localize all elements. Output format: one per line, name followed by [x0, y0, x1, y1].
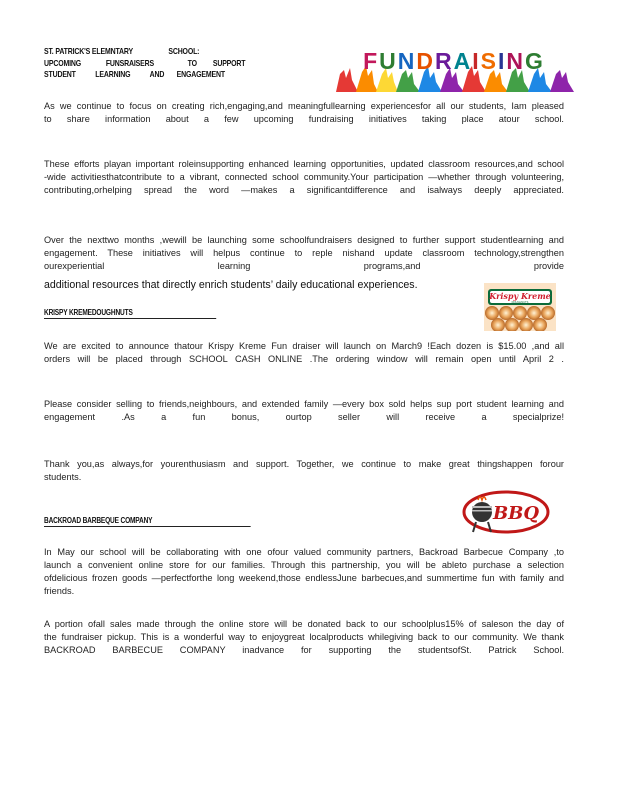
intro-paragraph-2: These efforts playan important roleinsupporting enhanced learning opportunities, updated classroom resources,and school -wide activitiesthatcontribute to a vibrant, connected school community.Your participation —whether through volunteering, contributing,orhelping spread the word —makes a significantdifference and isalways deeply appreciated.: [44, 159, 564, 195]
fundraising-letter: G: [525, 48, 545, 74]
fundraising-letter: F: [363, 48, 380, 74]
intro-paragraph-3-last: additional resources that directly enrich students’ daily educational experiences.: [44, 279, 418, 291]
fundraising-logo: [332, 44, 576, 92]
fundraising-letter: I: [498, 48, 507, 74]
section-title-bbq: BACKROAD BARBEQUE COMPANY: [44, 516, 251, 527]
document-header: [44, 46, 304, 81]
header-line-student: STUDENT LEARNING AND ENGAGEMENT: [44, 69, 225, 79]
intro-paragraph-1: As we continue to focus on creating rich,engaging,and meaningfullearning experiencesfor all our students, Iam pleased to share information about a few upcoming fundraising initiatives taking place atour school.: [44, 101, 564, 124]
krispy-paragraph-2: Please consider selling to friends,neighbours, and extended family —every box sold helps sup port student learning and engagement .As a fun bonus, ourtop seller will receive a specialprize!: [44, 399, 564, 422]
fundraising-letter: D: [416, 48, 436, 74]
fundraising-letter: U: [379, 48, 398, 74]
fundraising-letter: R: [435, 48, 454, 74]
fundraising-wordmark: [363, 48, 545, 74]
intro-paragraph-3: Over the nexttwo months ,wewill be launching some schoolfundraisers designed to further support studentlearning and engagement. These initiatives will helpus continue to reple nishand update classroom technology,strengthen ourexperiential learning programs,and provide: [44, 235, 564, 271]
fundraising-letter: N: [506, 48, 526, 74]
krispy-paragraph-3: Thank you,as always,for yourenthusiasm and support. Together, we continue to make great thingshappen forour students.: [44, 459, 564, 482]
fundraising-letter: A: [453, 48, 473, 74]
bbq-paragraph-2: A portion ofall sales made through the online store will be donated back to our schoolplus15% of saleson the day of the fundraiser pickup. This is a wonderful way to enjoygreat localproducts whilegiving back to our community. We thank BACKROAD BARBECUE COMPANY inadvance for supporting the studentsofSt. Patrick School.: [44, 619, 564, 655]
bbq-paragraph-1: In May our school will be collaborating with one ofour valued community partners, Backroad Barbecue Company ,to launch a convenient online store for our families. Through this partnership, you will be ableto purchase a selection ofdelicious frozen goods —perfectforthe long weekend,those endlessJune barbecues,and summertime fun with family and friends.: [44, 547, 564, 596]
header-line-school: ST. PATRICK'S ELEMNTARY SCHOOL:: [44, 46, 200, 56]
bbq-logo: [460, 488, 550, 536]
header-line-upcoming: UPCOMING FUNSRAISERS TO SUPPORT: [44, 57, 246, 68]
bbq-wordmark: BBQ: [492, 503, 540, 524]
krispy-kreme-wordmark: Krispy Kreme: [489, 291, 551, 301]
fundraising-letter: N: [397, 48, 417, 74]
fundraising-letter: S: [480, 48, 499, 74]
section-title-krispy: KRISPY KREMEDOUGHNUTS: [44, 308, 216, 319]
fundraising-letter: I: [472, 48, 481, 74]
doughnut-rows: [485, 306, 555, 331]
krispy-kreme-subtext: DOUGHNUTS: [511, 301, 529, 304]
krispy-paragraph-1: We are excited to announce thatour Krispy Kreme Fun draiser will launch on March9 !Each dozen is $15.00 ,and all orders will be placed through SCHOOL CASH ONLINE .The ordering window will remain open until April 2 .: [44, 341, 564, 364]
krispy-kreme-logo: [484, 283, 556, 331]
